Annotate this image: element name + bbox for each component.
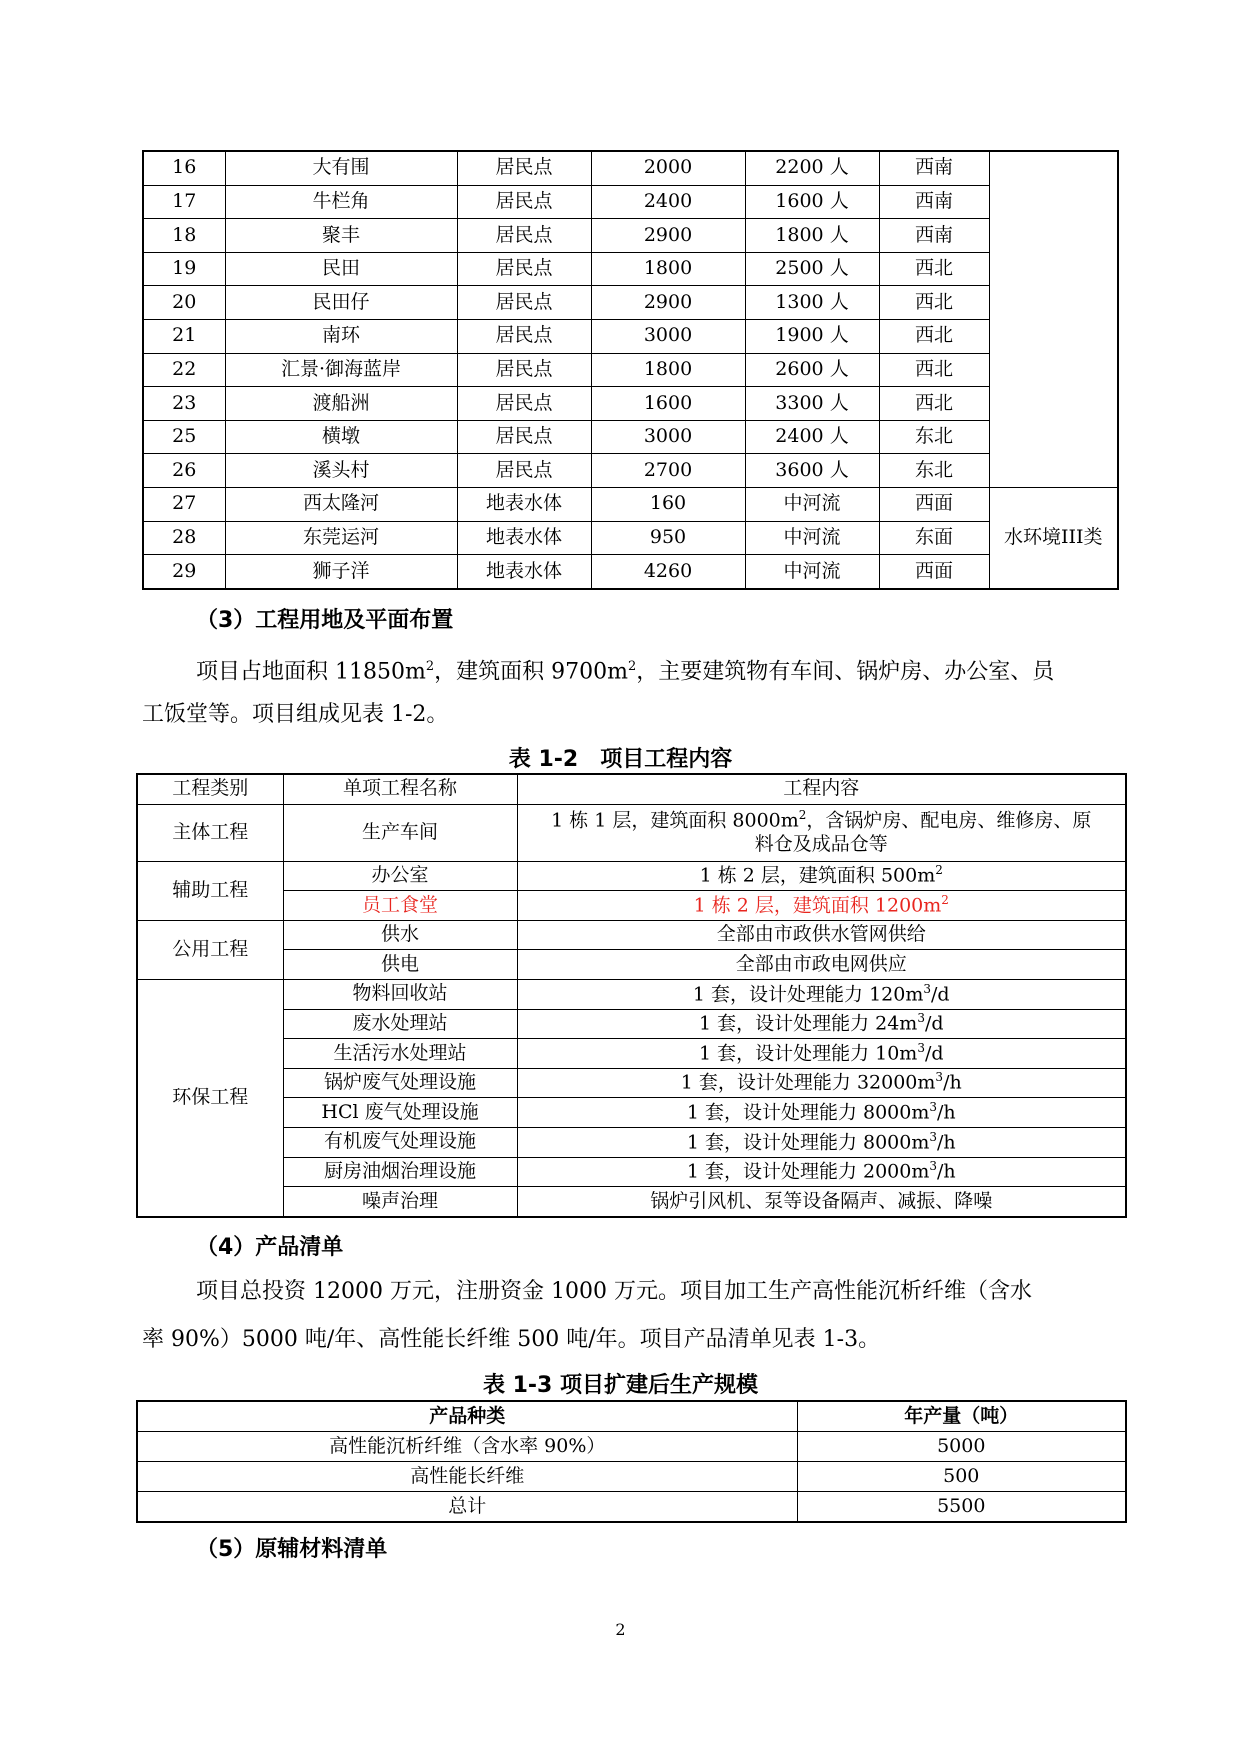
table-row [137, 1432, 1126, 1462]
header-cell: 产品种类 [137, 1401, 797, 1432]
env-item: HCl 废气处理设施 [283, 1098, 517, 1128]
section-3-paragraph: 项目占地面积 $11850m^2$，建筑面积 $9700m^2$，主要建筑物有车间、锅炉房、办公室、员 [196, 659, 1055, 685]
point-type-cell: 居民点 [457, 185, 591, 219]
table-row [137, 804, 1126, 861]
scale-cell: 3300 人 [745, 387, 879, 421]
scale-cell: 中河流 [745, 521, 879, 555]
env-content: 1 套，设计处理能力 $8000m^3/h$ [517, 1098, 1126, 1128]
distance-cell: 2000 [591, 151, 745, 185]
production-scale-table [136, 1400, 1127, 1523]
scale-cell: 2500 人 [745, 252, 879, 286]
env-item: 物料回收站 [283, 979, 517, 1009]
table-row [143, 521, 1118, 555]
scale-cell: 中河流 [745, 555, 879, 589]
table-row [143, 353, 1118, 387]
scale-cell: 2400 人 [745, 420, 879, 454]
table-header-row [137, 1401, 1126, 1432]
env-content: 1 套，设计处理能力 $8000m^3/h$ [517, 1127, 1126, 1157]
point-name-cell: 东莞运河 [225, 521, 457, 555]
point-type-cell: 居民点 [457, 454, 591, 488]
sensitive-points-table [142, 150, 1119, 590]
point-type-cell: 地表水体 [457, 487, 591, 521]
point-name-cell: 民田 [225, 252, 457, 286]
direction-cell: 西南 [879, 185, 989, 219]
point-name-cell: 汇景·御海蓝岸 [225, 353, 457, 387]
table-row [143, 487, 1118, 521]
row-number-cell: 16 [143, 151, 225, 185]
header-cell: 工程内容 [517, 774, 1126, 804]
point-name-cell: 聚丰 [225, 219, 457, 253]
scale-cell: 3600 人 [745, 454, 879, 488]
point-type-cell: 居民点 [457, 151, 591, 185]
row-number-cell: 20 [143, 286, 225, 320]
content-production-workshop: 1 栋 1 层，建筑面积 $8000m^2$，含锅炉房、配电房、维修房、原 料仓及成品仓等 [517, 804, 1126, 861]
point-type-cell: 居民点 [457, 387, 591, 421]
table-1-2-caption: 表 1-2 项目工程内容 [508, 747, 733, 772]
table-row [137, 1039, 1126, 1069]
row-number-cell: 18 [143, 219, 225, 253]
distance-cell: 3000 [591, 319, 745, 353]
distance-cell: 2900 [591, 219, 745, 253]
scale-cell: 2200 人 [745, 151, 879, 185]
distance-cell: 4260 [591, 555, 745, 589]
table-header-row [137, 774, 1126, 804]
distance-cell: 1600 [591, 387, 745, 421]
table-row [143, 319, 1118, 353]
section-3-paragraph-line2: 工饭堂等。项目组成见表 1-2。 [142, 702, 449, 727]
direction-cell: 西南 [879, 151, 989, 185]
page-number: 2 [615, 1620, 626, 1639]
scale-cell: 中河流 [745, 487, 879, 521]
point-type-cell: 居民点 [457, 353, 591, 387]
product-cell: 总计 [137, 1492, 797, 1523]
table-row [137, 1462, 1126, 1492]
distance-cell: 950 [591, 521, 745, 555]
section-4-paragraph: 项目总投资 12000 万元，注册资金 1000 万元。项目加工生产高性能沉析纤维（含水 [196, 1279, 1032, 1304]
point-name-cell: 渡船洲 [225, 387, 457, 421]
point-type-cell: 居民点 [457, 252, 591, 286]
direction-cell: 西南 [879, 219, 989, 253]
row-number-cell: 21 [143, 319, 225, 353]
table-row [143, 454, 1118, 488]
output-cell: 5000 [797, 1432, 1126, 1462]
distance-cell: 2400 [591, 185, 745, 219]
table-row [143, 387, 1118, 421]
env-item-noise: 噪声治理 [283, 1187, 517, 1217]
distance-cell: 160 [591, 487, 745, 521]
table-row [137, 861, 1126, 891]
table-row [137, 950, 1126, 980]
category-public: 公用工程 [137, 920, 283, 979]
section-3-heading: （3）工程用地及平面布置 [196, 608, 454, 633]
point-name-cell: 南环 [225, 319, 457, 353]
category-environmental: 环保工程 [137, 979, 283, 1216]
row-number-cell: 17 [143, 185, 225, 219]
water-class-cell: 水环境III类 [989, 487, 1118, 588]
row-number-cell: 22 [143, 353, 225, 387]
distance-cell: 1800 [591, 353, 745, 387]
scale-cell: 1900 人 [745, 319, 879, 353]
scale-cell: 1300 人 [745, 286, 879, 320]
table-row [137, 1157, 1126, 1187]
point-name-cell: 狮子洋 [225, 555, 457, 589]
env-item: 废水处理站 [283, 1009, 517, 1039]
env-item: 有机废气处理设施 [283, 1127, 517, 1157]
direction-cell: 东面 [879, 521, 989, 555]
table-row [143, 185, 1118, 219]
table-row [137, 891, 1126, 921]
scale-cell: 1600 人 [745, 185, 879, 219]
table-row [137, 1068, 1126, 1098]
section-4-heading: （4）产品清单 [196, 1235, 344, 1260]
direction-cell: 西北 [879, 252, 989, 286]
point-name-cell: 民田仔 [225, 286, 457, 320]
category-main: 主体工程 [137, 804, 283, 861]
row-number-cell: 23 [143, 387, 225, 421]
point-name-cell: 大有围 [225, 151, 457, 185]
content-office: 1 栋 2 层，建筑面积 $500m^2$ [517, 861, 1126, 891]
env-content: 1 套，设计处理能力 $32000m^3/h$ [517, 1068, 1126, 1098]
row-number-cell: 26 [143, 454, 225, 488]
content-canteen: 1 栋 2 层，建筑面积 $1200m^2$ [517, 891, 1126, 921]
content-power-supply: 全部由市政电网供应 [517, 950, 1126, 980]
item-office: 办公室 [283, 861, 517, 891]
point-type-cell: 居民点 [457, 219, 591, 253]
direction-cell: 西北 [879, 387, 989, 421]
content-water-supply: 全部由市政供水管网供给 [517, 920, 1126, 950]
point-type-cell: 地表水体 [457, 521, 591, 555]
table-row [137, 1492, 1126, 1523]
env-item: 生活污水处理站 [283, 1039, 517, 1069]
env-class-cell-empty [989, 151, 1118, 487]
point-name-cell: 西太隆河 [225, 487, 457, 521]
table-row [137, 1187, 1126, 1217]
output-cell: 5500 [797, 1492, 1126, 1523]
table-row [137, 1127, 1126, 1157]
table-row [137, 1009, 1126, 1039]
row-number-cell: 19 [143, 252, 225, 286]
row-number-cell: 28 [143, 521, 225, 555]
item-production-workshop: 生产车间 [283, 804, 517, 861]
table-row [143, 219, 1118, 253]
env-content: 1 套，设计处理能力 $120m^3/d$ [517, 979, 1126, 1009]
env-item: 厨房油烟治理设施 [283, 1157, 517, 1187]
point-type-cell: 居民点 [457, 420, 591, 454]
direction-cell: 东北 [879, 420, 989, 454]
table-row [137, 920, 1126, 950]
table-row [143, 286, 1118, 320]
table-row [137, 979, 1126, 1009]
row-number-cell: 25 [143, 420, 225, 454]
scale-cell: 2600 人 [745, 353, 879, 387]
scale-cell: 1800 人 [745, 219, 879, 253]
direction-cell: 西北 [879, 319, 989, 353]
header-cell: 工程类别 [137, 774, 283, 804]
direction-cell: 西面 [879, 487, 989, 521]
item-water-supply: 供水 [283, 920, 517, 950]
header-cell: 年产量（吨） [797, 1401, 1126, 1432]
direction-cell: 西北 [879, 353, 989, 387]
point-type-cell: 地表水体 [457, 555, 591, 589]
point-name-cell: 横墩 [225, 420, 457, 454]
direction-cell: 西北 [879, 286, 989, 320]
table-row [143, 420, 1118, 454]
product-cell: 高性能沉析纤维（含水率 90%） [137, 1432, 797, 1462]
env-content-noise: 锅炉引风机、泵等设备隔声、减振、降噪 [517, 1187, 1126, 1217]
distance-cell: 1800 [591, 252, 745, 286]
point-name-cell: 溪头村 [225, 454, 457, 488]
env-content: 1 套，设计处理能力 $2000m^3/h$ [517, 1157, 1126, 1187]
env-content: 1 套，设计处理能力 $24m^3/d$ [517, 1009, 1126, 1039]
env-content: 1 套，设计处理能力 $10m^3/d$ [517, 1039, 1126, 1069]
point-type-cell: 居民点 [457, 319, 591, 353]
table-row [137, 1098, 1126, 1128]
item-power-supply: 供电 [283, 950, 517, 980]
direction-cell: 西面 [879, 555, 989, 589]
point-name-cell: 牛栏角 [225, 185, 457, 219]
item-canteen: 员工食堂 [283, 891, 517, 921]
distance-cell: 2900 [591, 286, 745, 320]
section-5-heading: （5）原辅材料清单 [196, 1537, 388, 1562]
section-4-paragraph-line2: 率 90%）5000 吨/年、高性能长纤维 500 吨/年。项目产品清单见表 1-3。 [142, 1327, 881, 1352]
direction-cell: 东北 [879, 454, 989, 488]
table-row [143, 252, 1118, 286]
header-cell: 单项工程名称 [283, 774, 517, 804]
table-row [143, 151, 1118, 185]
row-number-cell: 29 [143, 555, 225, 589]
row-number-cell: 27 [143, 487, 225, 521]
output-cell: 500 [797, 1462, 1126, 1492]
env-item: 锅炉废气处理设施 [283, 1068, 517, 1098]
product-cell: 高性能长纤维 [137, 1462, 797, 1492]
category-auxiliary: 辅助工程 [137, 861, 283, 920]
point-type-cell: 居民点 [457, 286, 591, 320]
distance-cell: 2700 [591, 454, 745, 488]
project-content-table [136, 773, 1127, 1218]
distance-cell: 3000 [591, 420, 745, 454]
table-row [143, 555, 1118, 589]
table-1-3-caption: 表 1-3 项目扩建后生产规模 [482, 1373, 759, 1398]
sensitive-points-body [143, 151, 1118, 589]
